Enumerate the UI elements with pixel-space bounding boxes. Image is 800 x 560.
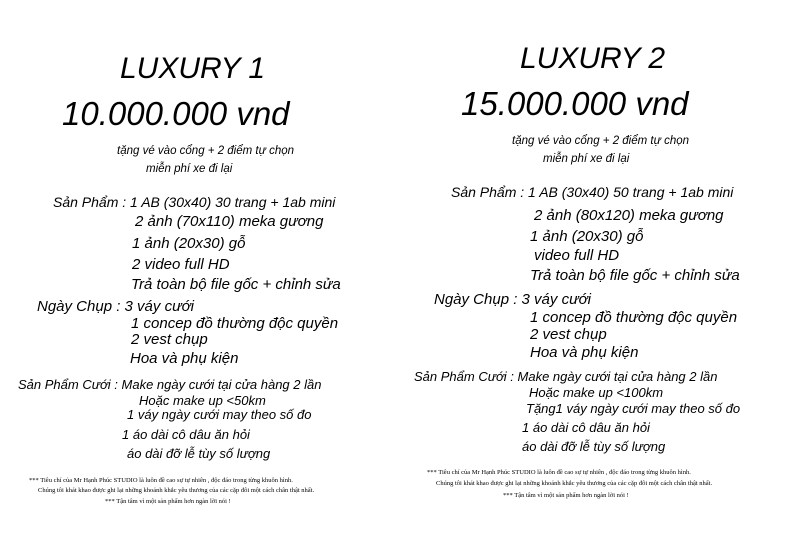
- pkg1-wedding-line: Sản Phẩm Cưới : Make ngày cưới tại cửa hàng 2 lần: [18, 377, 322, 392]
- pkg1-shoot-line: 1 concep đồ thường độc quyền: [131, 315, 339, 332]
- pkg1-wedding-line: áo dài đỡ lễ tùy số lượng: [127, 446, 271, 461]
- pkg1-wedding-line: Hoặc make up <50km: [139, 393, 266, 408]
- pkg2-product-line: 1 ảnh (20x30) gỗ: [530, 228, 644, 245]
- pkg1-product-line: Sản Phẩm : 1 AB (30x40) 30 trang + 1ab mini: [53, 194, 336, 210]
- pkg1-gift-transport: miễn phí xe đi lại: [146, 163, 233, 175]
- pkg2-product-line: Sản Phẩm : 1 AB (30x40) 50 trang + 1ab mini: [451, 184, 734, 200]
- pkg2-product-line: Trả toàn bộ file gốc + chỉnh sửa: [530, 267, 740, 284]
- pkg1-wedding-line: 1 váy ngày cưới may theo số đo: [127, 407, 312, 422]
- pkg1-product-line: 2 video full HD: [132, 256, 230, 273]
- pkg2-wedding-line: áo dài đỡ lễ tùy số lượng: [522, 439, 666, 454]
- pkg2-product-line: 2 ảnh (80x120) meka gương: [534, 207, 724, 224]
- pkg1-price: 10.000.000 vnd: [62, 95, 290, 132]
- pkg2-note-line: *** Tận tâm vì một sản phẩm hơn ngàn lời nói !: [503, 492, 629, 499]
- pkg2-wedding-line: 1 áo dài cô dâu ăn hỏi: [522, 420, 650, 435]
- pkg2-wedding-line: Hoặc make up <100km: [529, 385, 664, 400]
- pkg1-note-line: *** Tận tâm vì một sản phẩm hơn ngàn lời nói !: [105, 498, 231, 505]
- pkg1-product-line: 2 ảnh (70x110) meka gương: [135, 213, 324, 230]
- pkg2-title: LUXURY 2: [520, 42, 666, 75]
- pkg2-gift-ticket: tặng vé vào cổng + 2 điểm tự chọn: [512, 135, 690, 147]
- pkg1-shoot-line: 2 vest chụp: [131, 331, 208, 348]
- pkg1-note-line: Chúng tôi khát khao được ghi lại những khoảnh khắc yêu thương của các cặp đôi một cách chân thật nhất.: [38, 487, 315, 494]
- pkg2-shoot-line: 2 vest chụp: [530, 326, 607, 343]
- pkg1-wedding-line: 1 áo dài cô dâu ăn hỏi: [122, 427, 250, 442]
- pkg2-product-line: video full HD: [534, 247, 620, 264]
- pkg2-shoot-line: Hoa và phụ kiện: [530, 344, 639, 361]
- pkg1-product-line: 1 ảnh (20x30) gỗ: [132, 235, 246, 252]
- pkg2-note-line: Chúng tôi khát khao được ghi lại những khoảnh khắc yêu thương của các cặp đôi một cách chân thật nhất.: [436, 480, 713, 487]
- pkg1-note-line: *** Tiêu chí của Mr Hạnh Phúc STUDIO là luôn đề cao sự tự nhiên , độc đáo trong từng khuôn hình.: [29, 477, 293, 484]
- pkg2-shoot-line: Ngày Chụp : 3 váy cưới: [434, 291, 591, 308]
- pkg1-product-line: Trả toàn bộ file gốc + chỉnh sửa: [131, 276, 341, 293]
- pkg1-shoot-line: Hoa và phụ kiện: [130, 350, 239, 367]
- pkg2-wedding-line: Tặng1 váy ngày cưới may theo số đo: [526, 401, 741, 416]
- pkg2-shoot-line: 1 concep đồ thường độc quyền: [530, 309, 738, 326]
- pkg2-wedding-line: Sản Phẩm Cưới : Make ngày cưới tại cửa hàng 2 lần: [414, 369, 718, 384]
- pkg2-price: 15.000.000 vnd: [461, 85, 689, 122]
- pkg2-note-line: *** Tiêu chí của Mr Hạnh Phúc STUDIO là luôn đề cao sự tự nhiên , độc đáo trong từng khuôn hình.: [427, 469, 691, 476]
- pkg1-title: LUXURY 1: [120, 52, 266, 85]
- pkg2-gift-transport: miễn phí xe đi lại: [543, 153, 630, 165]
- pkg1-shoot-line: Ngày Chụp : 3 váy cưới: [37, 298, 194, 315]
- pkg1-gift-ticket: tặng vé vào cổng + 2 điểm tự chọn: [117, 145, 295, 157]
